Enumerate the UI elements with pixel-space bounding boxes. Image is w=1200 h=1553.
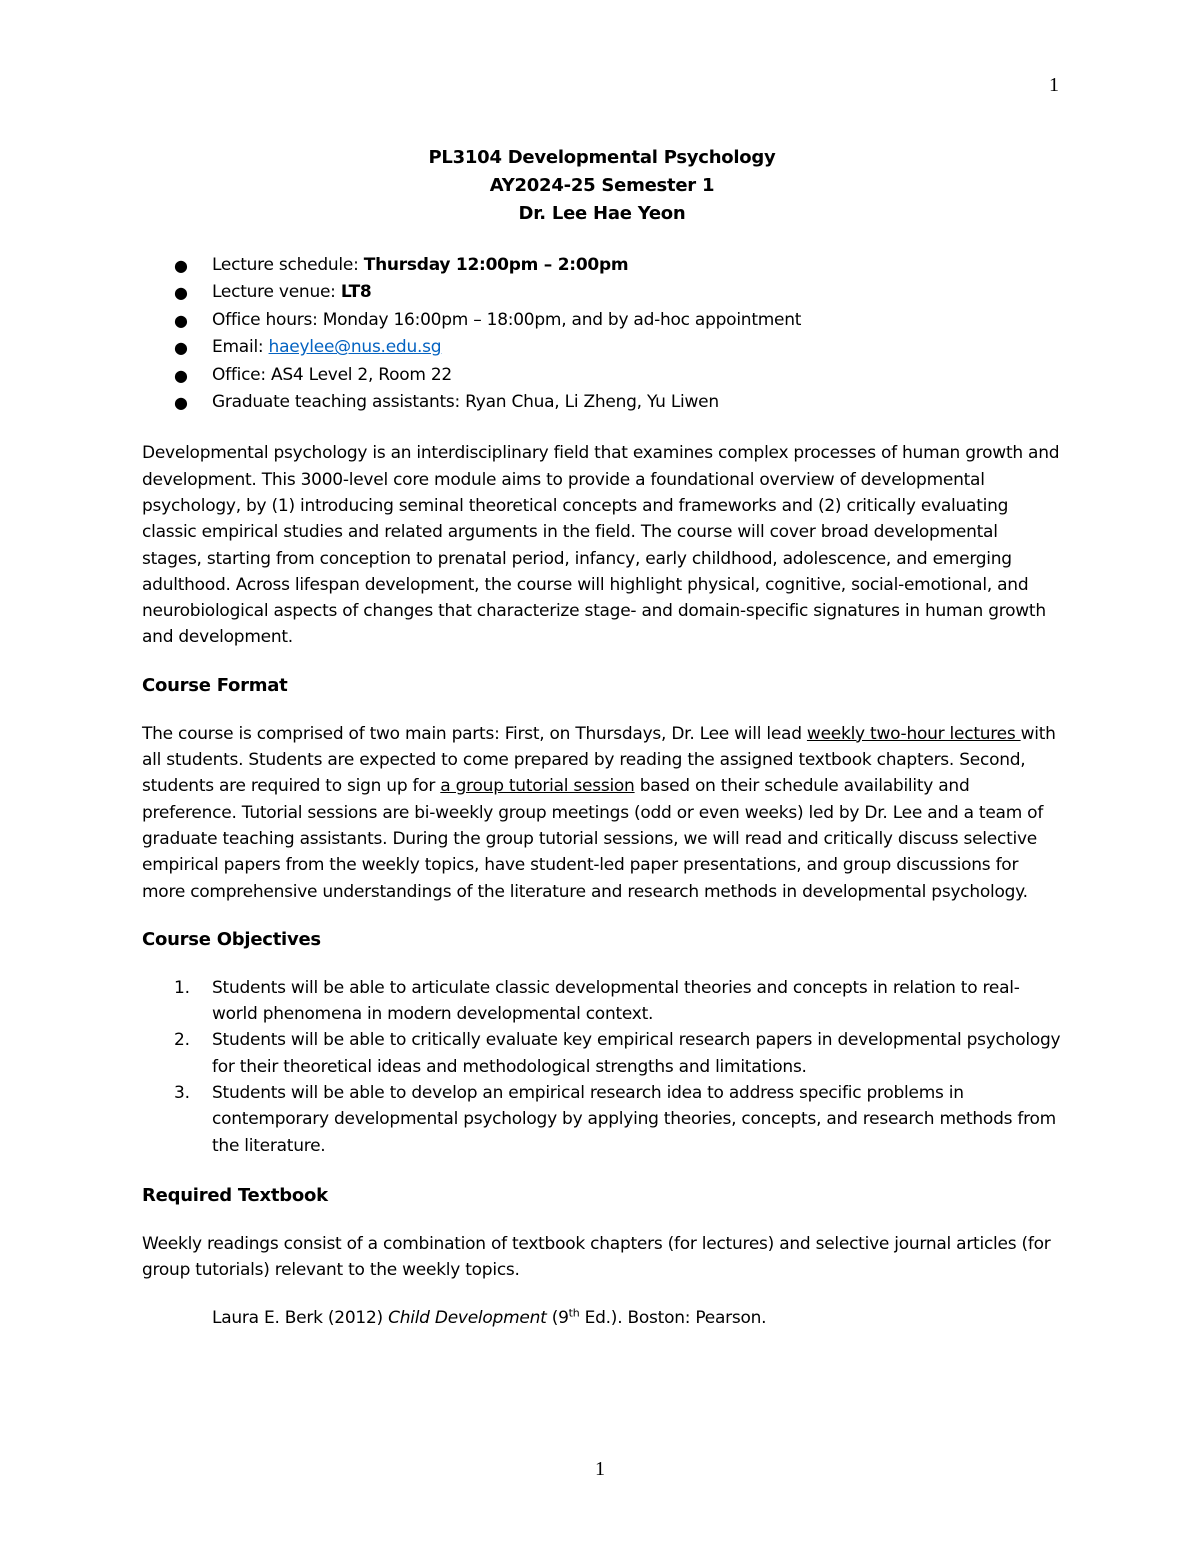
textbook-description: Weekly readings consist of a combination of textbook chapters (for lectures) and selective journal articles (for group tutorials) relevant to the weekly topics. — [142, 1233, 1051, 1281]
bullet-icon: ● — [174, 338, 188, 358]
objective-text: Students will be able to develop an empirical research idea to address specific problems in contemporary developmental psychology by applying theories, concepts, and research methods from the literature. — [212, 1082, 1056, 1156]
bullet-icon: ● — [174, 256, 188, 275]
course-format-paragraph — [142, 721, 1062, 905]
instructor-name: Dr. Lee Hae Yeon — [518, 203, 686, 224]
bullet-icon: ● — [174, 283, 188, 303]
page-number-bottom: 1 — [595, 1458, 605, 1480]
lecture-schedule-label: Lecture schedule: — [212, 255, 364, 275]
objective-text: Students will be able to critically evaluate key empirical research papers in developmental psychology for their theoretical ideas and methodological strengths and limitations. — [212, 1030, 1061, 1077]
objectives-list — [142, 975, 1062, 1159]
course-format-part1: The course is comprised of two main parts: First, on Thursdays, Dr. Lee will lead — [142, 723, 807, 744]
lecture-venue-label: Lecture venue: — [212, 282, 341, 303]
course-format-part3: based on their schedule availability and preference. Tutorial sessions are bi-weekly group meetings (odd or even weeks) led by Dr. Lee and a team of graduate teaching assistants. During the group tutorial sessions, we will read and critically discuss selective empirical papers from the weekly topics, have student-led paper presentations, and group discussions for more comprehensive understandings of the literature and research methods in developmental psychology. — [142, 776, 1044, 902]
group-tutorial-underline: a group tutorial session — [440, 776, 635, 797]
textbook-citation — [142, 1305, 1062, 1331]
page-number-top: 1 — [1049, 74, 1059, 96]
objective-text: Students will be able to articulate classic developmental theories and concepts in relation to real-world phenomena in modern developmental context. — [212, 977, 1020, 1025]
objective-number: 3. — [174, 1082, 190, 1103]
course-objectives-heading: Course Objectives — [142, 928, 321, 950]
citation-title: Child Development — [388, 1308, 547, 1329]
info-lecture-schedule — [142, 252, 1062, 279]
course-info-list — [142, 252, 1062, 416]
objective-number: 2. — [174, 1030, 190, 1051]
course-format-part2: with all students. Students are expected to come prepared by reading the assigned textbook chapters. Second, students are required to sign up for — [142, 723, 1056, 797]
info-lecture-venue — [142, 279, 1062, 306]
citation-suffix: Ed.). Boston: Pearson. — [579, 1308, 767, 1329]
objective-number: 1. — [174, 977, 190, 998]
lecture-schedule-value: Thursday 12:00pm – 2:00pm — [363, 255, 629, 275]
document-body — [142, 144, 1062, 1331]
office-text: Office: AS4 Level 2, Room 22 — [212, 364, 452, 385]
course-format-heading: Course Format — [142, 674, 288, 696]
objective-item — [142, 1027, 1062, 1080]
citation-edition-open: (9 — [546, 1308, 569, 1329]
info-office-hours — [142, 307, 1062, 334]
info-office — [142, 362, 1062, 389]
objective-item — [142, 1080, 1062, 1159]
weekly-lectures-underline: weekly two-hour lectures — [806, 723, 1021, 744]
citation-edition-sup: th — [568, 1306, 580, 1320]
intro-paragraph: Developmental psychology is an interdisciplinary field that examines complex processes of human growth and development. This 3000-level core module aims to provide a foundational overview of developmental psychology, by (1) introducing seminal theoretical concepts and frameworks and (2) critically evaluating classic empirical studies and related arguments in the field. The course will cover broad developmental stages, starting from conception to prenatal period, infancy, early childhood, adolescence, and emerging adulthood. Across lifespan development, the course will highlight physical, cognitive, social-emotional, and neurobiological aspects of changes that characterize stage- and domain-specific signatures in human growth and development. — [142, 443, 1060, 648]
bullet-icon: ● — [174, 392, 188, 412]
gtas-text: Graduate teaching assistants: Ryan Chua, Li Zheng, Yu Liwen — [212, 391, 719, 412]
info-gtas — [142, 389, 1062, 416]
lecture-venue-value: LT8 — [340, 282, 372, 303]
email-label: Email: — [212, 337, 269, 358]
title-block — [142, 144, 1062, 228]
citation-prefix: Laura E. Berk (2012) — [212, 1308, 389, 1329]
course-title: PL3104 Developmental Psychology — [428, 147, 776, 168]
bullet-icon: ● — [174, 365, 188, 385]
email-link[interactable]: haeylee@nus.edu.sg — [268, 337, 442, 358]
semester: AY2024-25 Semester 1 — [489, 175, 715, 196]
info-email — [142, 334, 1062, 361]
required-textbook-heading: Required Textbook — [142, 1184, 328, 1206]
office-hours-text: Office hours: Monday 16:00pm – 18:00pm, and by ad-hoc appointment — [212, 309, 802, 330]
bullet-icon: ● — [174, 310, 188, 330]
objective-item — [142, 975, 1062, 1028]
